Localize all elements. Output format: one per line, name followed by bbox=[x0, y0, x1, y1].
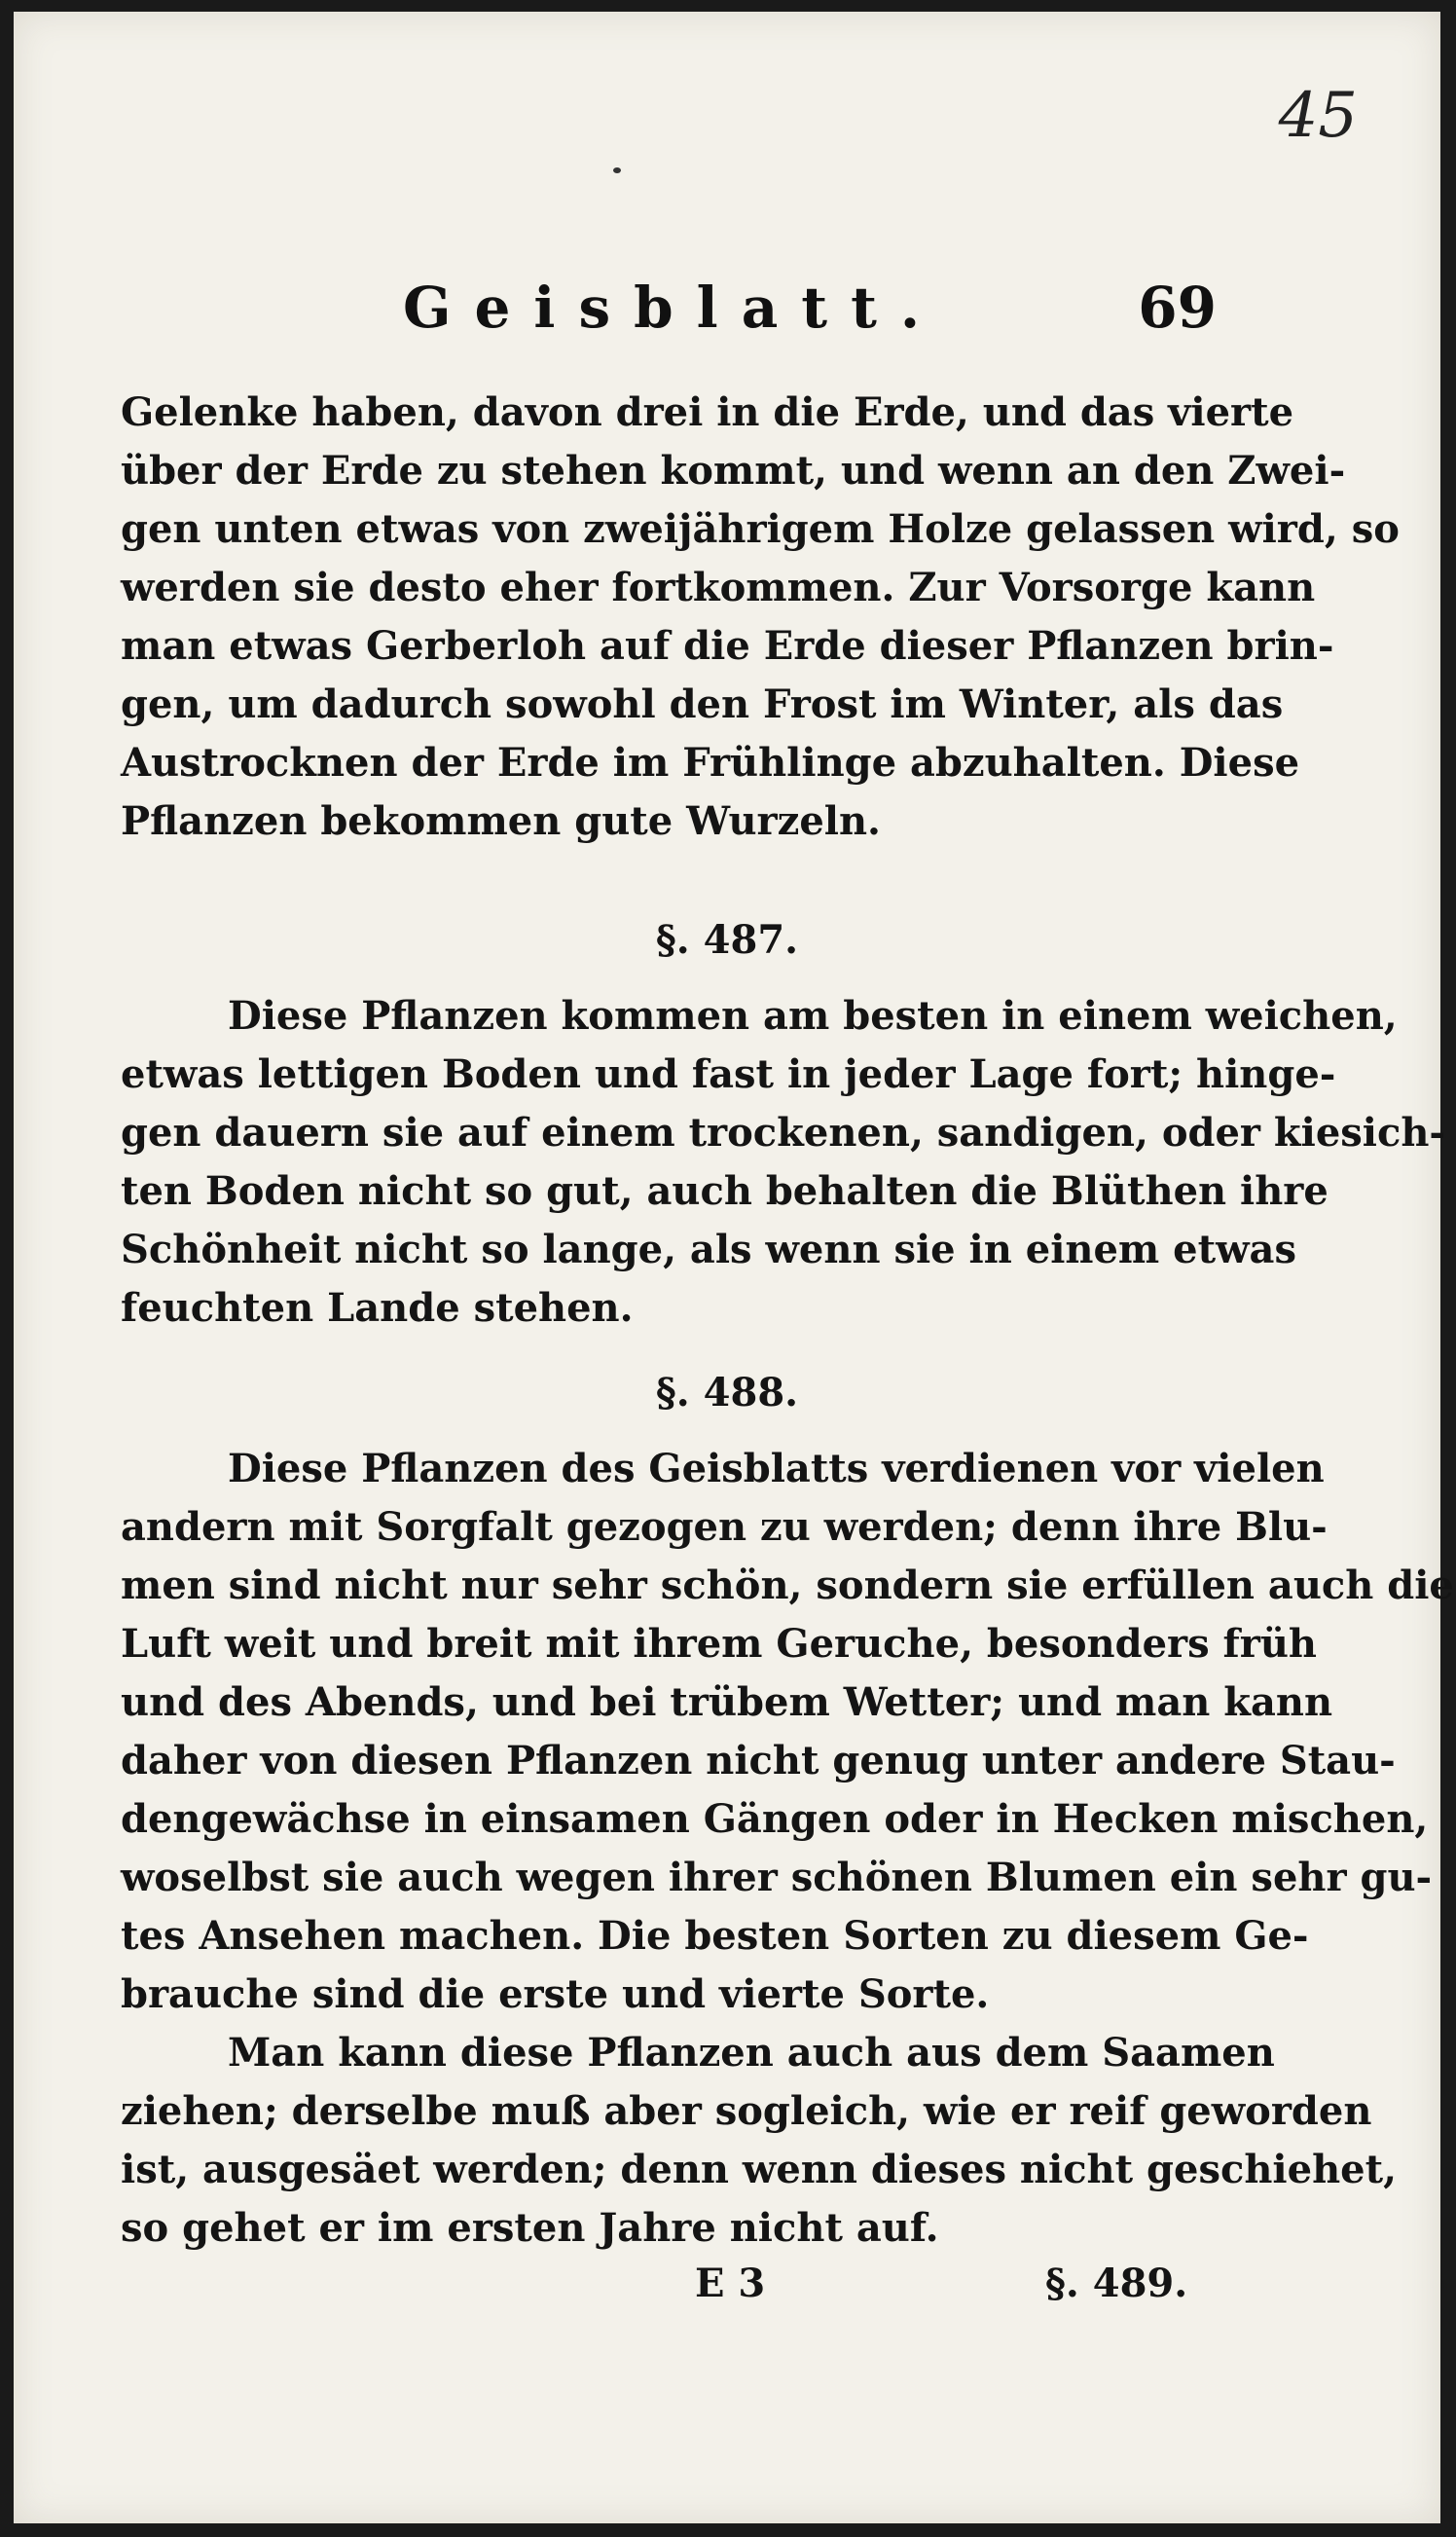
handwritten-folio-number: 45 bbox=[1278, 80, 1358, 152]
text-line: andern mit Sorgfalt gezogen zu werden; denn ihre Blu- bbox=[121, 1504, 1328, 1550]
paragraph-continuation bbox=[121, 384, 1400, 851]
book-page bbox=[14, 12, 1454, 2523]
text-line: Luft weit und breit mit ihrem Geruche, besonders früh bbox=[121, 1621, 1318, 1667]
text-line: daher von diesen Pflanzen nicht genug unter andere Stau- bbox=[121, 1738, 1396, 1783]
text-line: gen unten etwas von zweijährigem Holze gelassen wird, so bbox=[121, 506, 1400, 552]
text-line: ist, ausgesäet werden; denn wenn dieses nicht geschiehet, bbox=[121, 2147, 1397, 2192]
text-line: und des Abends, und bei trübem Wetter; und man kann bbox=[121, 1679, 1333, 1725]
ink-speck bbox=[613, 167, 621, 173]
text-line: Schönheit nicht so lange, als wenn sie in einem etwas bbox=[121, 1227, 1296, 1272]
text-line: über der Erde zu stehen kommt, und wenn an den Zwei- bbox=[121, 448, 1346, 494]
text-line: feuchten Lande stehen. bbox=[121, 1285, 634, 1331]
text-line: ziehen; derselbe muß aber sogleich, wie er reif geworden bbox=[121, 2088, 1372, 2134]
text-line: ten Boden nicht so gut, auch behalten die Blüthen ihre bbox=[121, 1168, 1329, 1214]
catchword: §. 489. bbox=[1045, 2261, 1188, 2306]
section-488-body bbox=[121, 1440, 1454, 2258]
signature-mark: E 3 bbox=[695, 2261, 766, 2306]
text-line: so gehet er im ersten Jahre nicht auf. bbox=[121, 2205, 939, 2251]
page-footer bbox=[14, 2261, 1440, 2319]
text-line: Gelenke haben, davon drei in die Erde, und das vierte bbox=[121, 389, 1294, 435]
text-line: Diese Pflanzen kommen am besten in einem weichen, bbox=[228, 993, 1398, 1039]
text-line: Diese Pflanzen des Geisblatts verdienen vor vielen bbox=[228, 1446, 1325, 1491]
text-line: gen dauern sie auf einem trockenen, sandigen, oder kiesich- bbox=[121, 1110, 1446, 1156]
text-line: tes Ansehen machen. Die besten Sorten zu diesem Ge- bbox=[121, 1913, 1309, 1959]
text-line: Pflanzen bekommen gute Wurzeln. bbox=[121, 798, 881, 844]
text-line: brauche sind die erste und vierte Sorte. bbox=[121, 1971, 990, 2017]
text-line: Man kann diese Pflanzen auch aus dem Saamen bbox=[228, 2030, 1275, 2076]
section-487-body bbox=[121, 987, 1446, 1338]
text-line: men sind nicht nur sehr schön, sondern sie erfüllen auch die bbox=[121, 1563, 1454, 1608]
scan-border bbox=[0, 0, 14, 2537]
text-line: werden sie desto eher fortkommen. Zur Vorsorge kann bbox=[121, 565, 1316, 610]
running-head bbox=[14, 275, 1440, 352]
text-line: Austrocknen der Erde im Frühlinge abzuhalten. Diese bbox=[121, 740, 1300, 786]
section-heading-487: §. 487. bbox=[655, 917, 799, 963]
text-line: dengewächse in einsamen Gängen oder in Hecken mischen, bbox=[121, 1796, 1429, 1842]
page-number: 69 bbox=[1138, 275, 1217, 341]
text-line: gen, um dadurch sowohl den Frost im Winter, als das bbox=[121, 681, 1284, 727]
text-line: man etwas Gerberloh auf die Erde dieser Pflanzen brin- bbox=[121, 623, 1334, 669]
section-heading-488: §. 488. bbox=[655, 1370, 799, 1416]
text-line: etwas lettigen Boden und fast in jeder Lage fort; hinge- bbox=[121, 1051, 1336, 1097]
running-title: Geisblatt. bbox=[403, 275, 944, 341]
text-line: woselbst sie auch wegen ihrer schönen Blumen ein sehr gu- bbox=[121, 1855, 1433, 1900]
